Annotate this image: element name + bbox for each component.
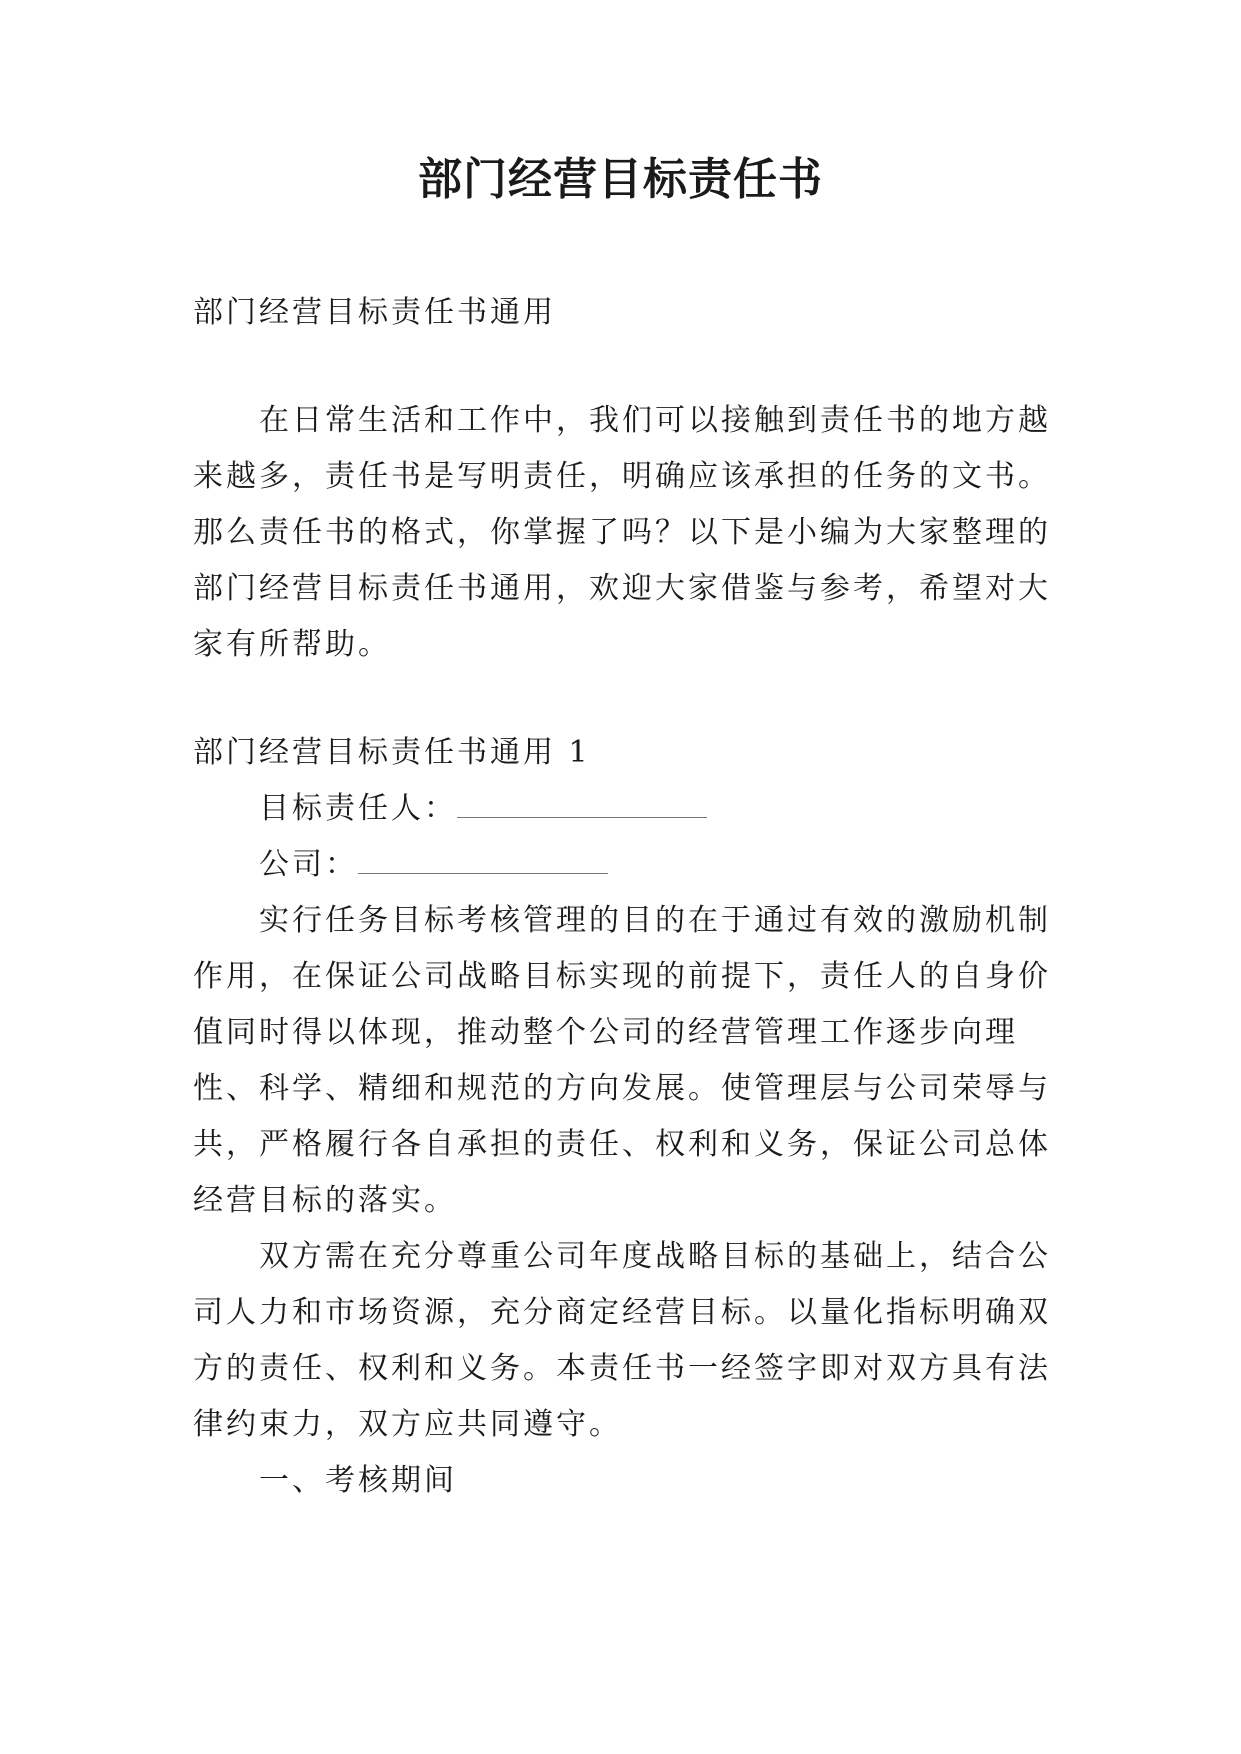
body-paragraph: 双方需在充分尊重公司年度战略目标的基础上，结合公司人力和市场资源，充分商定经营目标。以量化指标明确双方的责任、权利和义务。本责任书一经签字即对双方具有法律约束力，双方应共同遵守。 xyxy=(193,1239,1051,1442)
company-field xyxy=(193,837,1063,893)
intro-paragraph: 在日常生活和工作中，我们可以接触到责任书的地方越来越多，责任书是写明责任，明确应该承担的任务的文书。那么责任书的格式，你掌握了吗？以下是小编为大家整理的部门经营目标责任书通用，欢迎大家借鉴与参考，希望对大家有所帮助。 xyxy=(193,403,1051,662)
company-label: 公司： xyxy=(259,847,358,882)
section-title: 部门经营目标责任书通用 1 xyxy=(193,735,591,770)
section-heading: 一、考核期间 xyxy=(259,1463,457,1498)
document-title: 部门经营目标责任书 xyxy=(418,154,823,205)
company-blank[interactable] xyxy=(358,849,608,874)
body-paragraph: 实行任务目标考核管理的目的在于通过有效的激励机制作用，在保证公司战略目标实现的前提下，责任人的自身价值同时得以体现，推动整个公司的经营管理工作逐步向理性、科学、精细和规范的方向发展。使管理层与公司荣辱与共，严格履行各自承担的责任、权利和义务，保证公司总体经营目标的落实。 xyxy=(193,903,1051,1218)
document-body xyxy=(193,285,1063,1509)
responsible-person-blank[interactable] xyxy=(457,793,707,818)
document-subtitle: 部门经营目标责任书通用 xyxy=(193,295,556,330)
responsible-person-label: 目标责任人： xyxy=(259,791,457,826)
responsible-person-field xyxy=(193,781,1063,837)
